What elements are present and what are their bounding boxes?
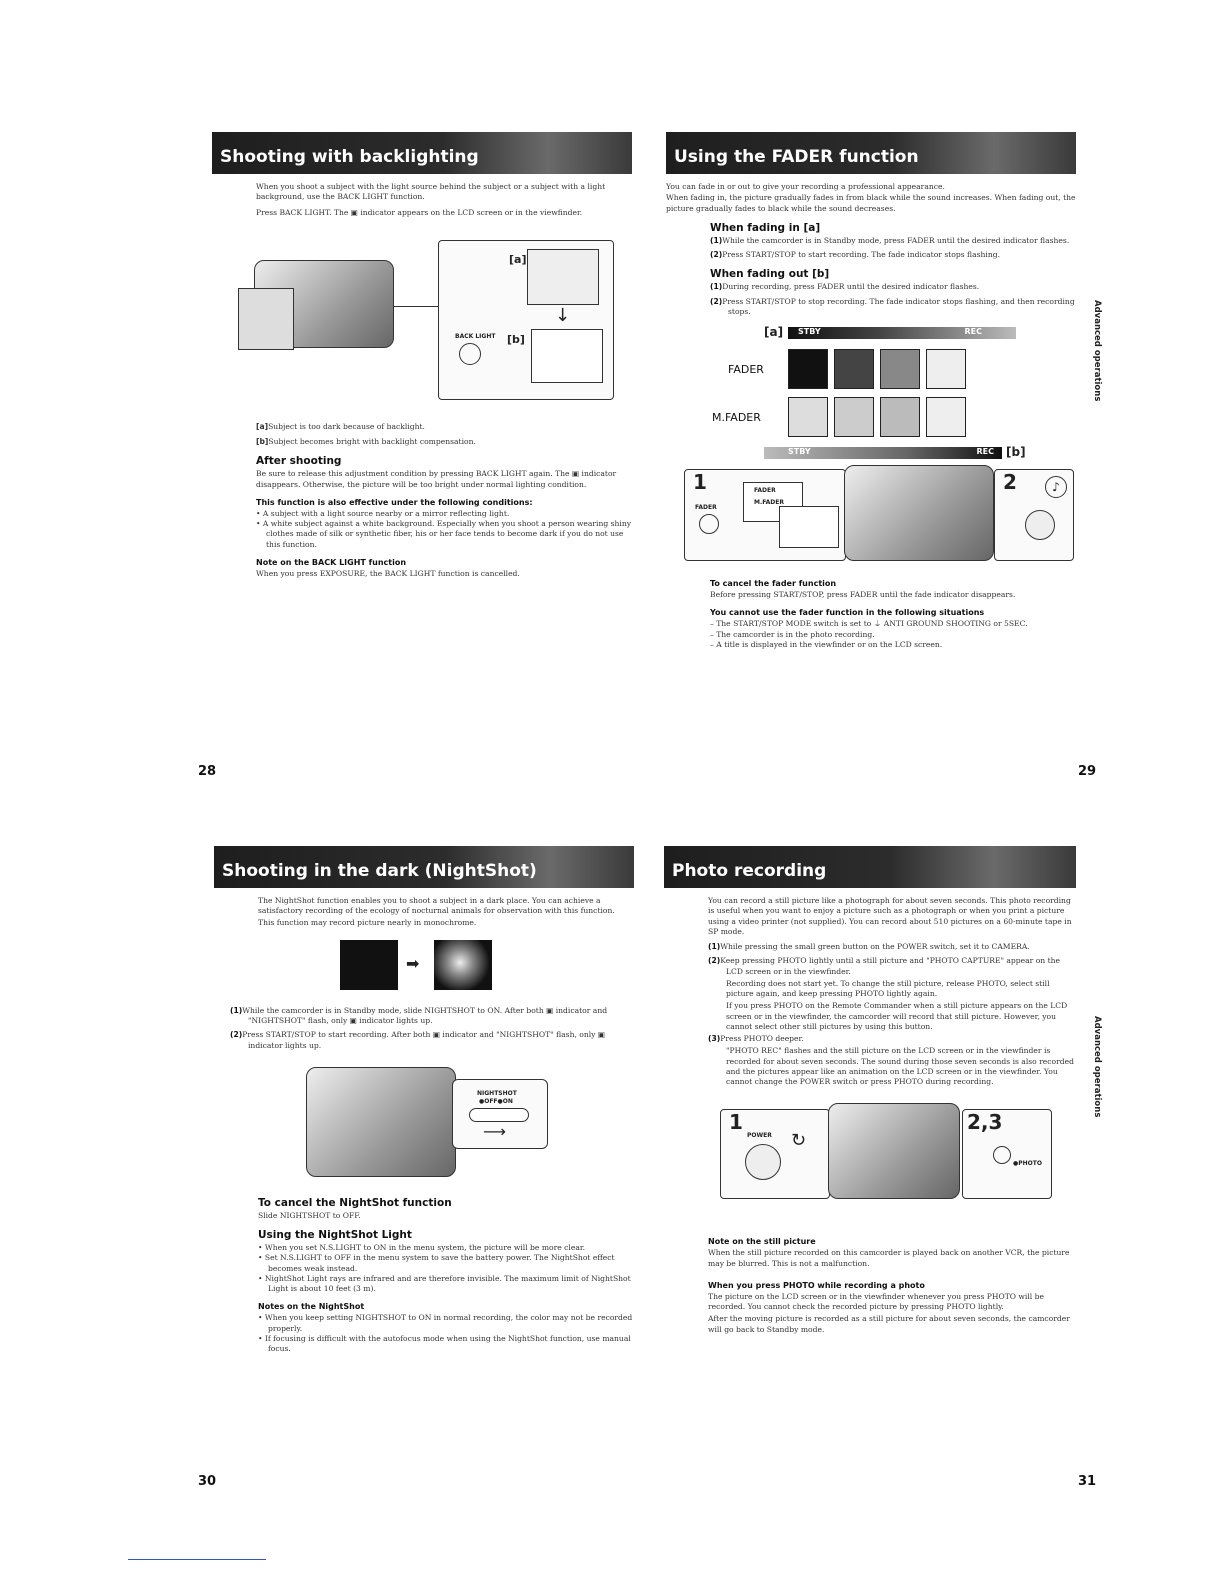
step-2-number: 2 bbox=[1003, 470, 1017, 494]
fader-button-icon[interactable] bbox=[699, 514, 719, 534]
fader-diagram bbox=[666, 323, 1076, 463]
step-2-box bbox=[994, 469, 1074, 561]
mfader-frame-3 bbox=[880, 397, 920, 437]
start-stop-button-icon[interactable] bbox=[1025, 510, 1055, 540]
page-number-31: 31 bbox=[1078, 1474, 1097, 1489]
fader-frame-3 bbox=[880, 349, 920, 389]
effective-list bbox=[256, 509, 632, 550]
nightshot-notes-list bbox=[258, 1313, 634, 1354]
photo-button-label: ●PHOTO bbox=[1013, 1160, 1042, 1168]
after-shooting-text: Be sure to release this adjustment condition by pressing BACK LIGHT again. The ▣ indicator disappears. Otherwise, the picture will be too bright under normal lighting condition. bbox=[256, 469, 617, 489]
list-item: • When you keep setting NIGHTSHOT to ON in normal recording, the color may not be recorded properly. bbox=[258, 1313, 633, 1333]
fader-frame-4 bbox=[926, 349, 966, 389]
power-switch-label: POWER bbox=[747, 1132, 772, 1140]
step-1-number: 1 bbox=[729, 1110, 743, 1135]
down-arrow-icon: ↓ bbox=[555, 304, 571, 326]
rotate-arrow-icon: ↻ bbox=[791, 1130, 807, 1152]
intro-text-2: This function may record picture nearly in monochrome. bbox=[258, 917, 477, 927]
camcorder-illustration bbox=[828, 1103, 960, 1199]
note-title: Note on the BACK LIGHT function bbox=[256, 557, 407, 567]
list-item: • NightShot Light rays are infrared and are therefore invisible. The maximum limit of NightShot Light is about 10 feet (3 m). bbox=[258, 1273, 631, 1293]
section-banner: Photo recording bbox=[664, 846, 1076, 888]
still-picture-note-text: When the still picture recorded on this camcorder is played back on another VCR, the picture may be blurred. This is not a malfunction. bbox=[708, 1248, 1070, 1268]
nightshot-switch-positions: ●OFF●ON bbox=[479, 1097, 513, 1105]
nightshot-figure bbox=[214, 1059, 634, 1189]
backlight-button-label: BACK LIGHT bbox=[455, 332, 496, 340]
fade-out-step-1: (1)During recording, press FADER until the desired indicator flashes. bbox=[710, 282, 980, 292]
section-banner: Shooting with backlighting bbox=[212, 132, 632, 174]
page-31 bbox=[664, 846, 1076, 1340]
connector-line bbox=[394, 306, 438, 307]
diagram-label-a: [a] bbox=[764, 325, 784, 339]
list-item: • If focusing is difficult with the autofocus mode when using the NightShot function, use manual focus. bbox=[258, 1333, 631, 1353]
nightshot-step-2: (2)Press START/STOP to start recording. After both ▣ indicator and "NIGHTSHOT" flash, only ▣ indicator lights up. bbox=[230, 1030, 606, 1050]
power-switch-icon[interactable] bbox=[745, 1144, 781, 1180]
step-23-box bbox=[962, 1109, 1052, 1199]
list-item: • Set N.S.LIGHT to OFF in the menu system to save the battery power. The NightShot effect becomes weak instead. bbox=[258, 1253, 615, 1273]
list-item: • A subject with a light source nearby or a mirror reflecting light. bbox=[256, 508, 510, 518]
photo-step-3: (3)Press PHOTO deeper. bbox=[708, 1034, 804, 1043]
list-item: – The START/STOP MODE switch is set to ⏚ ANTI GROUND SHOOTING or 5SEC. bbox=[710, 619, 1028, 629]
comparison-box bbox=[438, 240, 614, 400]
camcorder-illustration bbox=[306, 1067, 456, 1177]
nightshot-notes-title: Notes on the NightShot bbox=[258, 1302, 365, 1312]
label-b: [b] bbox=[507, 332, 525, 346]
instruction-text: Press BACK LIGHT. The ▣ indicator appears on the LCD screen or in the viewfinder. bbox=[256, 207, 583, 217]
list-item: – A title is displayed in the viewfinder or on the LCD screen. bbox=[710, 639, 943, 649]
section-banner: Shooting in the dark (NightShot) bbox=[214, 846, 634, 888]
label-a: [a] bbox=[509, 252, 527, 266]
cancel-nightshot-text: Slide NIGHTSHOT to OFF. bbox=[258, 1210, 361, 1220]
page-number-28: 28 bbox=[198, 764, 217, 779]
right-arrow-icon: ➡ bbox=[406, 953, 420, 973]
still-picture-note-title: Note on the still picture bbox=[708, 1237, 816, 1247]
intro-text: The NightShot function enables you to shoot a subject in a dark place. You can achieve a satisfactory recording of the ecology of nocturnal animals for observation with this function. bbox=[258, 896, 615, 916]
after-shooting-title: After shooting bbox=[256, 455, 342, 468]
press-photo-title: When you press PHOTO while recording a photo bbox=[708, 1280, 925, 1290]
fader-frame-1 bbox=[788, 349, 828, 389]
page-28 bbox=[212, 132, 632, 584]
photo-step-2: (2)Keep pressing PHOTO lightly until a still picture and "PHOTO CAPTURE" appear on the LCD screen or in the viewfinder. bbox=[708, 956, 1061, 976]
fader-button-label: FADER bbox=[695, 504, 717, 511]
photo-step-2-extra-2: If you press PHOTO on the Remote Commander when a still picture appears on the LCD screen or in the viewfinder, the camcorder will record that still picture. However, you cannot select other still pictures by using this button. bbox=[726, 1001, 1068, 1031]
dark-scene-picture bbox=[340, 940, 398, 990]
intro-text: When you shoot a subject with the light source behind the subject or a subject with a light background, use the BACK LIGHT function. bbox=[256, 182, 606, 202]
effective-title: This function is also effective under the following conditions: bbox=[256, 497, 533, 507]
press-photo-text-2: After the moving picture is recorded as a still picture for about seven seconds, the camcorder will go back to Standby mode. bbox=[708, 1314, 1070, 1334]
caption-b: [b]Subject becomes bright with backlight compensation. bbox=[256, 437, 476, 446]
dark-subject-picture bbox=[527, 249, 599, 305]
photo-step-2-extra-1: Recording does not start yet. To change the still picture, release PHOTO, select still picture again, and keep pressing PHOTO lightly again. bbox=[726, 978, 1050, 998]
backlight-figure bbox=[212, 240, 632, 410]
nightshot-light-title: Using the NightShot Light bbox=[258, 1229, 412, 1241]
bright-subject-picture bbox=[531, 329, 603, 383]
music-note-icon: ♪ bbox=[1045, 476, 1067, 498]
menu-fader-item: FADER bbox=[754, 487, 776, 494]
page-number-30: 30 bbox=[198, 1474, 217, 1489]
cancel-fader-text: Before pressing START/STOP, press FADER until the fade indicator disappears. bbox=[710, 590, 1016, 599]
stby-rec-bar-bottom: STBY REC bbox=[764, 447, 1002, 459]
cancel-fader-title: To cancel the fader function bbox=[710, 579, 837, 588]
fader-steps-figure bbox=[666, 469, 1076, 565]
fade-out-step-2: (2)Press START/STOP to stop recording. The fade indicator stops flashing, and then recording stops. bbox=[710, 296, 1075, 316]
step-1-box bbox=[720, 1109, 830, 1199]
bottom-rule bbox=[128, 1559, 266, 1560]
nightshot-slide-switch[interactable] bbox=[469, 1108, 529, 1122]
caption-a: [a]Subject is too dark because of backlight. bbox=[256, 421, 425, 431]
side-tab-29: Advanced operations bbox=[1092, 300, 1102, 402]
intro-text: You can fade in or out to give your recording a professional appearance. bbox=[666, 182, 945, 191]
photo-figure bbox=[664, 1109, 1076, 1209]
fade-out-title: When fading out [b] bbox=[710, 268, 830, 281]
fader-frame-2 bbox=[834, 349, 874, 389]
row-label-mfader: M.FADER bbox=[712, 411, 761, 424]
photo-button-icon[interactable] bbox=[993, 1146, 1011, 1164]
page-29 bbox=[666, 132, 1076, 654]
nightshot-light-list bbox=[258, 1243, 634, 1294]
camcorder-illustration bbox=[844, 465, 994, 561]
list-item: – The camcorder is in the photo recording. bbox=[710, 629, 875, 639]
side-tab-31: Advanced operations bbox=[1092, 1016, 1102, 1118]
step-1-number: 1 bbox=[693, 470, 707, 494]
step-23-number: 2,3 bbox=[967, 1110, 1003, 1135]
mfader-frame-1 bbox=[788, 397, 828, 437]
step-1-box bbox=[684, 469, 846, 561]
note-text: When you press EXPOSURE, the BACK LIGHT function is cancelled. bbox=[256, 568, 520, 578]
list-item: • When you set N.S.LIGHT to ON in the menu system, the picture will be more clear. bbox=[258, 1243, 586, 1252]
photo-step-1: (1)While pressing the small green button on the POWER switch, set it to CAMERA. bbox=[708, 942, 1030, 951]
press-photo-text: The picture on the LCD screen or in the viewfinder whenever you press PHOTO will be recorded. You cannot check the recorded picture by pressing PHOTO lightly. bbox=[708, 1291, 1044, 1311]
intro-text-2: When fading in, the picture gradually fades in from black while the sound increases. When fading out, the picture gradually fades to black while the sound decreases. bbox=[666, 193, 1076, 213]
row-label-fader: FADER bbox=[728, 363, 764, 376]
lcd-panel bbox=[238, 288, 294, 350]
diagram-label-b: [b] bbox=[1006, 445, 1026, 459]
cannot-use-title: You cannot use the fader function in the following situations bbox=[710, 608, 985, 618]
nightshot-switch-box bbox=[452, 1079, 548, 1149]
page-number-29: 29 bbox=[1078, 764, 1097, 779]
fade-in-step-2: (2)Press START/STOP to start recording. The fade indicator stops flashing. bbox=[710, 250, 1000, 259]
backlight-button-icon[interactable] bbox=[459, 343, 481, 365]
mfader-frame-2 bbox=[834, 397, 874, 437]
nightshot-step-1: (1)While the camcorder is in Standby mode, slide NIGHTSHOT to ON. After both ▣ indicator and "NIGHTSHOT" flash, only ▣ indicator lights up. bbox=[230, 1005, 608, 1025]
nightshot-switch-label: NIGHTSHOT bbox=[477, 1089, 517, 1097]
fader-menu-screen-2 bbox=[779, 506, 839, 548]
fade-in-step-1: (1)While the camcorder is in Standby mode, press FADER until the desired indicator flashes. bbox=[710, 235, 1070, 245]
photo-step-3-extra: "PHOTO REC" flashes and the still picture on the LCD screen or in the viewfinder is recorded for about seven seconds. The sound during those seven seconds is also recorded and the pictures appear like an animation on the LCD screen or in the viewfinder. You cannot change the POWER switch or press PHOTO during recording. bbox=[726, 1046, 1074, 1086]
fade-in-title: When fading in [a] bbox=[710, 221, 821, 234]
slide-arrow-icon: ⟶ bbox=[483, 1121, 506, 1141]
page-30 bbox=[214, 846, 634, 1358]
list-item: • A white subject against a white background. Especially when you shoot a person wearing shiny clothes made of silk or synthetic fiber, his or her face tends to become dark if you do not use this function. bbox=[256, 519, 632, 549]
cancel-nightshot-title: To cancel the NightShot function bbox=[258, 1196, 452, 1209]
section-banner: Using the FADER function bbox=[666, 132, 1076, 174]
stby-rec-bar-top: STBY REC bbox=[788, 327, 1016, 339]
intro-text: You can record a still picture like a photograph for about seven seconds. This photo recording is useful when you want to enjoy a picture such as a photograph or when you print a picture using a video printer (not supplied). You can record about 510 pictures on a 60-minute tape in SP mode. bbox=[708, 896, 1072, 936]
menu-mfader-item: M.FADER bbox=[754, 499, 785, 506]
cannot-use-list bbox=[710, 619, 1076, 650]
nightshot-comparison bbox=[214, 940, 634, 998]
mfader-frame-4 bbox=[926, 397, 966, 437]
nightshot-scene-picture bbox=[434, 940, 492, 990]
